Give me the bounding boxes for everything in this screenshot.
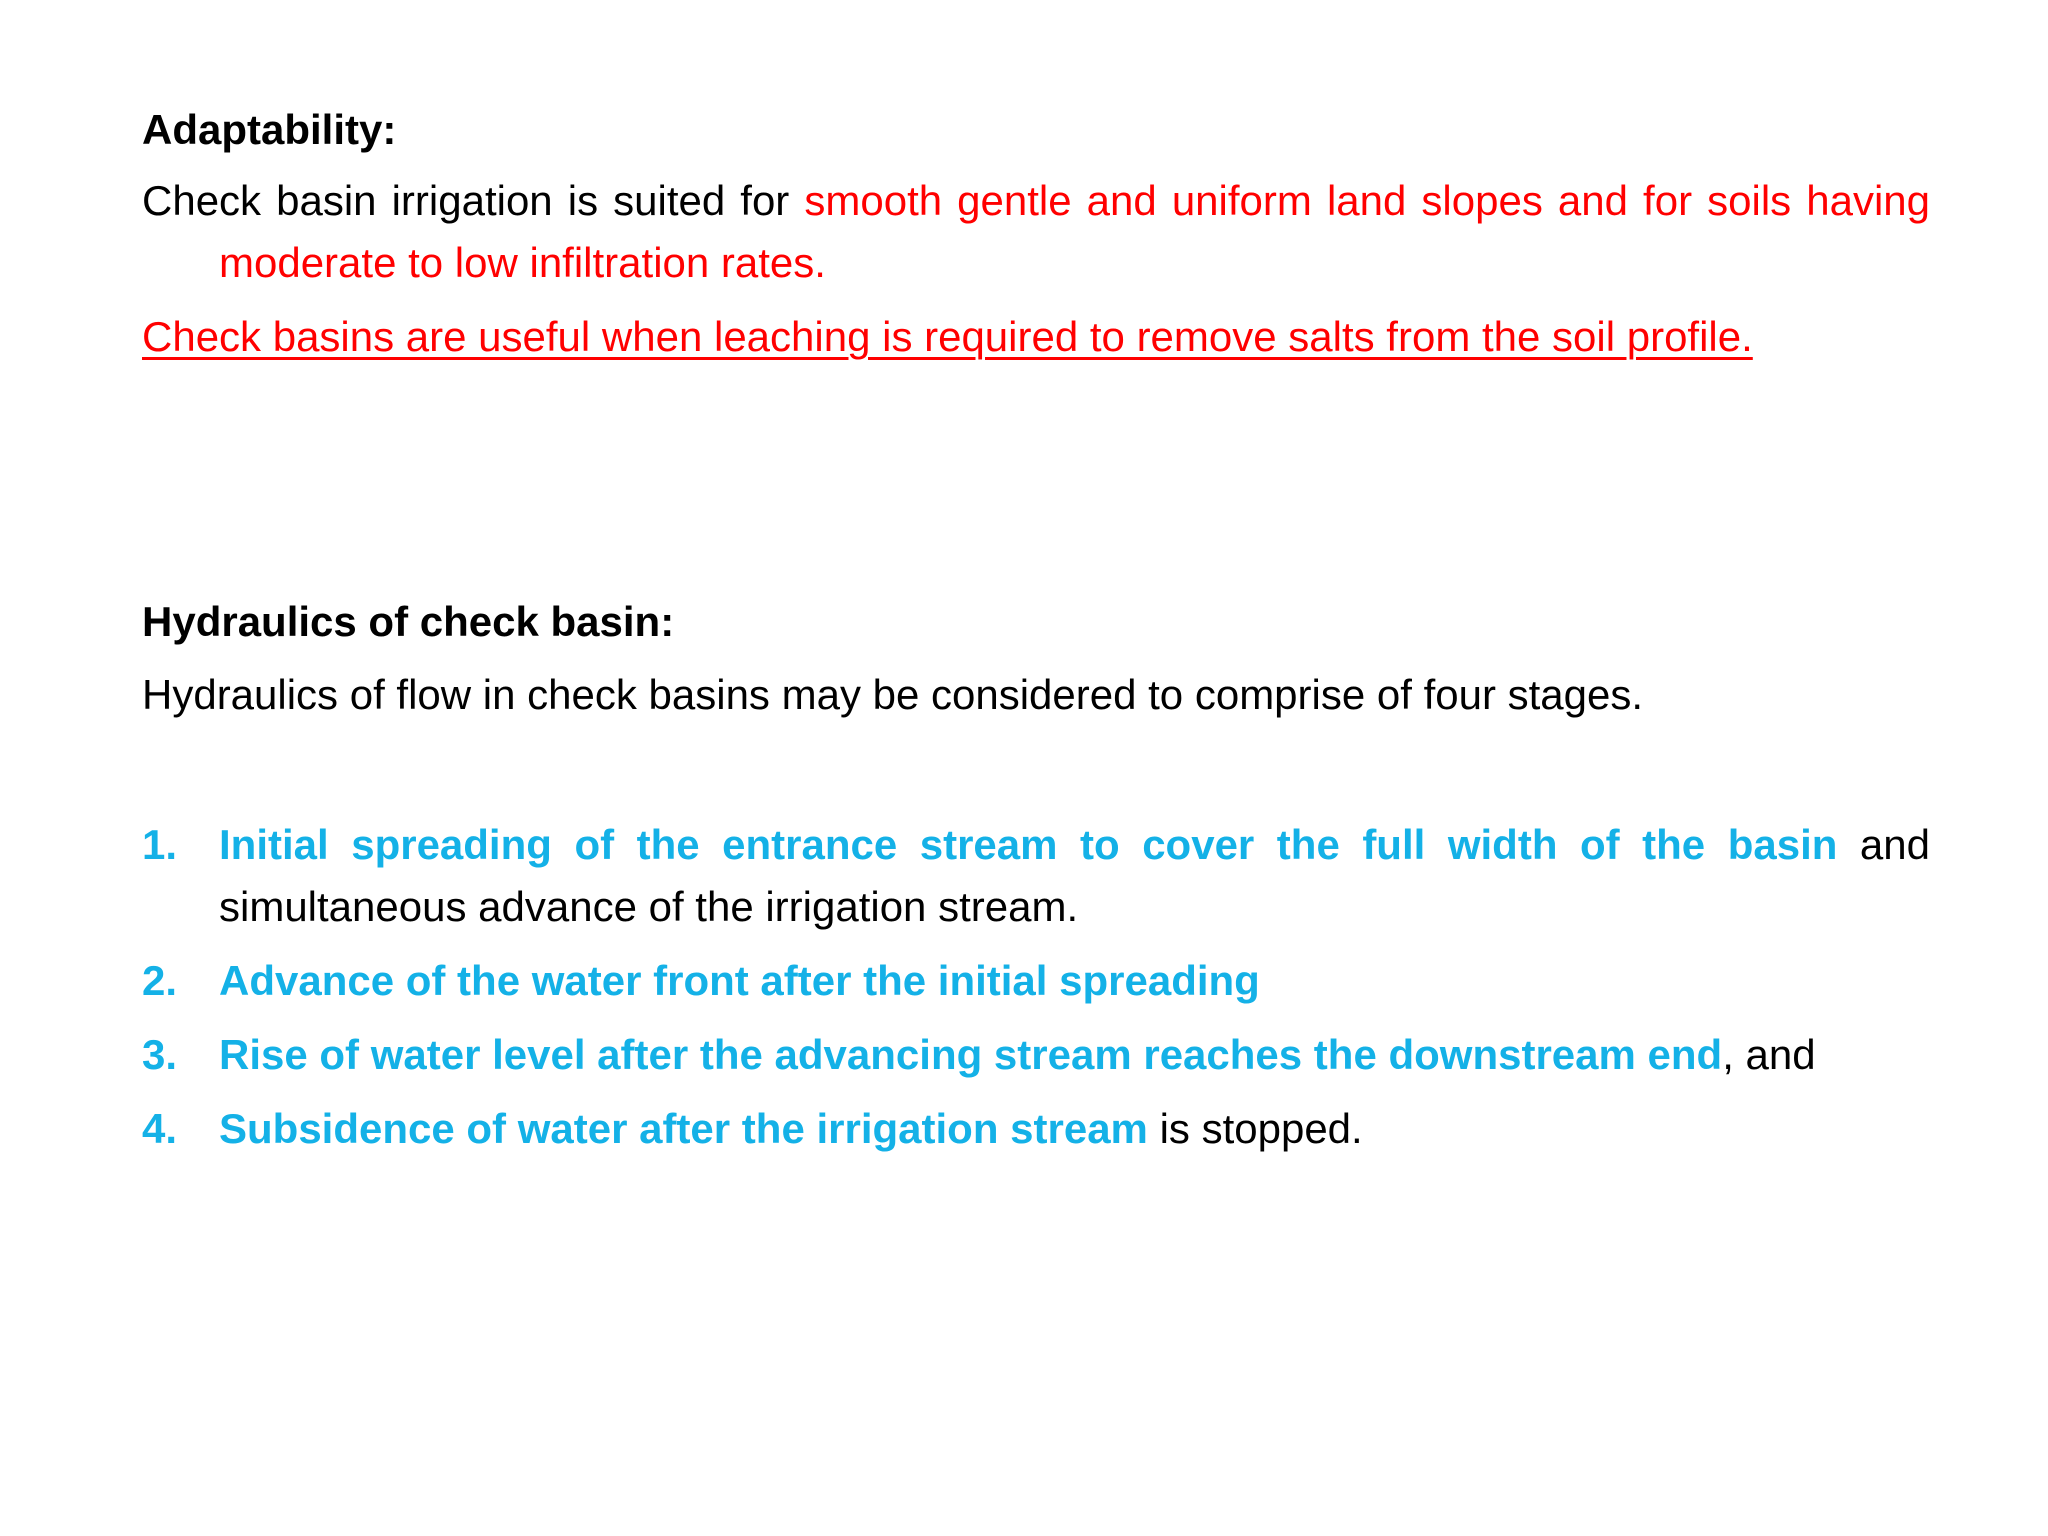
paragraph-1-text: Check basin irrigation is suited for bbox=[142, 177, 805, 224]
paragraph-1-highlight: smooth gentle and uniform land slopes and for soils having moderate to low infiltration rates. bbox=[219, 177, 1930, 286]
adaptability-paragraph-2: Check basins are useful when leaching is required to remove salts from the soil profile. bbox=[142, 313, 1753, 360]
hydraulics-intro: Hydraulics of flow in check basins may be considered to comprise of four stages. bbox=[142, 671, 1644, 718]
stage-item-3 bbox=[142, 1024, 1930, 1086]
stage-item-1 bbox=[142, 814, 1930, 938]
stage-rest-1: and simultaneous advance of the irrigation stream. bbox=[219, 821, 1930, 930]
stage-item-4 bbox=[142, 1098, 1930, 1160]
stage-number-4: 4. bbox=[142, 1105, 178, 1152]
adaptability-heading: Adaptability: bbox=[142, 106, 397, 153]
stages-list bbox=[142, 814, 1930, 1172]
stage-number-3: 3. bbox=[142, 1031, 178, 1078]
hydraulics-heading: Hydraulics of check basin: bbox=[142, 598, 675, 645]
stage-rest-4: is stopped. bbox=[1147, 1105, 1363, 1152]
stage-highlight-3: Rise of water level after the advancing stream reaches the downstream end bbox=[219, 1031, 1723, 1078]
stage-highlight-1: Initial spreading of the entrance stream to cover the full width of the basin bbox=[219, 821, 1838, 868]
adaptability-paragraph-1 bbox=[142, 170, 1930, 294]
stage-highlight-4: Subsidence of water after the irrigation stream bbox=[219, 1105, 1148, 1152]
stage-item-2 bbox=[142, 950, 1930, 1012]
stage-number-2: 2. bbox=[142, 957, 178, 1004]
stage-number-1: 1. bbox=[142, 821, 178, 868]
stage-rest-3: , and bbox=[1722, 1031, 1816, 1078]
stage-highlight-2: Advance of the water front after the initial spreading bbox=[219, 957, 1260, 1004]
